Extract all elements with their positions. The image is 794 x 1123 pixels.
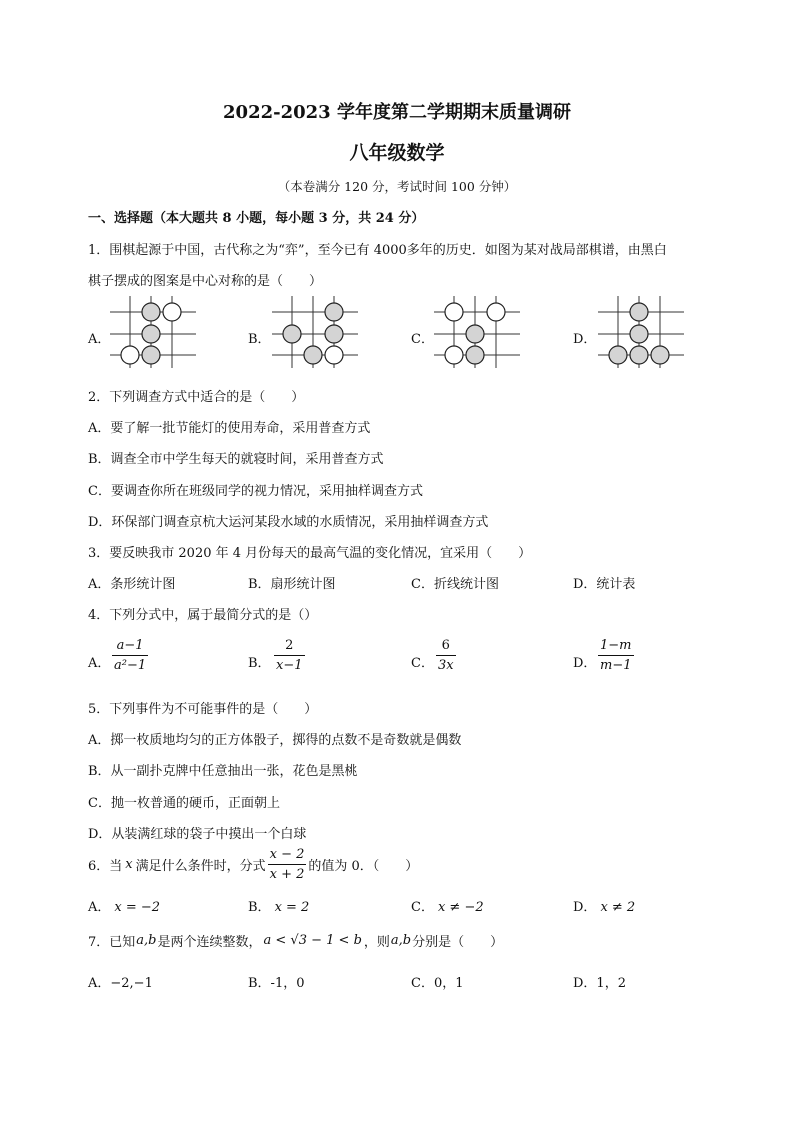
fraction-numerator: 6	[441, 638, 450, 653]
q6-option-c	[411, 896, 484, 915]
fraction-denominator: x−1	[274, 655, 305, 674]
q6-var: x	[125, 857, 133, 872]
q1-stem-line1: 1．围棋起源于中国，古代称之为“弈”，至今已有 4000多年的历史．如图为某对战局部棋谱，由黑白	[88, 243, 667, 258]
q6-fraction	[268, 846, 307, 883]
q6-option-b	[248, 896, 309, 915]
q2-option-a: A．要了解一批节能灯的使用寿命，采用普查方式	[88, 421, 371, 436]
q6-mid: 满足什么条件时，分式	[135, 859, 266, 874]
go-board-b	[272, 296, 358, 368]
q7-post2: 分别是（ ）	[412, 935, 504, 950]
q6-option-c-label: C．	[411, 900, 434, 915]
q4-option-d-label: D．	[573, 656, 597, 671]
stone-black	[283, 325, 301, 343]
q6-option-a	[88, 896, 160, 915]
q6-stem	[88, 846, 418, 883]
fraction-denominator: a²−1	[112, 655, 148, 674]
stone-black	[466, 346, 484, 364]
q5-option-c: C．抛一枚普通的硬币，正面朝上	[88, 796, 280, 811]
stone-black	[325, 325, 343, 343]
q2-option-c: C．要调查你所在班级同学的视力情况，采用抽样调查方式	[88, 484, 423, 499]
fraction-denominator: x + 2	[268, 864, 307, 883]
exam-subtitle: 八年级数学	[349, 142, 445, 164]
q2-option-b: B．调查全市中学生每天的就寝时间，采用普查方式	[88, 452, 384, 467]
q4-option-c-fraction	[436, 637, 456, 674]
q3-option-c: C．折线统计图	[411, 577, 499, 592]
q2-stem: 2．下列调查方式中适合的是（ ）	[88, 390, 305, 405]
section-heading: 一、选择题（本大题共 8 小题，每小题 3 分，共 24 分）	[88, 211, 425, 226]
q3-stem: 3．要反映我市 2020 年 4 月份每天的最高气温的变化情况，宜采用（ ）	[88, 546, 532, 561]
go-board-c	[434, 296, 520, 368]
q6-option-a-expr: x = −2	[114, 900, 161, 915]
q7-vars: a,b	[136, 933, 157, 948]
stone-black	[609, 346, 627, 364]
q7-inequality: a < √3 − 1 < b	[263, 933, 362, 948]
stone-white	[121, 346, 139, 364]
q7-pre: 7．已知	[88, 935, 136, 950]
stone-white	[163, 303, 181, 321]
stone-white	[325, 346, 343, 364]
q1-stem-line2: 棋子摆成的图案是中心对称的是（ ）	[88, 274, 323, 289]
q4-option-a-fraction	[112, 637, 148, 674]
stone-black	[304, 346, 322, 364]
fraction-numerator: a−1	[116, 638, 144, 653]
go-board-a	[110, 296, 196, 368]
fraction-numerator: x − 2	[269, 847, 305, 862]
q7-option-d: D．1，2	[573, 976, 626, 991]
q6-option-d-expr: x ≠ 2	[600, 900, 636, 915]
q5-option-d: D．从装满红球的袋子中摸出一个白球	[88, 827, 307, 842]
q4-option-a-label: A．	[88, 656, 111, 671]
q6-option-d-label: D．	[573, 900, 597, 915]
q7-option-b: B．-1，0	[248, 976, 305, 991]
q7-option-c: C．0，1	[411, 976, 464, 991]
q7-stem	[88, 931, 503, 950]
q5-stem: 5．下列事件为不可能事件的是（ ）	[88, 702, 318, 717]
exam-note: （本卷满分 120 分，考试时间 100 分钟）	[277, 179, 517, 194]
q6-option-b-expr: x = 2	[274, 900, 310, 915]
stone-black	[651, 346, 669, 364]
q1-option-a-label: A．	[88, 332, 111, 347]
q7-vars2: a,b	[390, 933, 412, 948]
q6-post: 的值为 0．（ ）	[308, 859, 419, 874]
q4-stem: 4．下列分式中，属于最简分式的是（）	[88, 608, 318, 623]
q6-option-d	[573, 896, 635, 915]
q4-option-b-fraction	[274, 637, 305, 674]
exam-title: 2022-2023 学年度第二学期期末质量调研	[223, 102, 571, 123]
q1-option-c-label: C．	[411, 332, 434, 347]
stone-black	[142, 346, 160, 364]
q7-option-a: A．−2,−1	[88, 976, 153, 991]
stone-black	[142, 325, 160, 343]
q5-option-b: B．从一副扑克牌中任意抽出一张，花色是黑桃	[88, 764, 358, 779]
go-board-d	[598, 296, 684, 368]
stone-black	[630, 303, 648, 321]
q2-option-d: D．环保部门调查京杭大运河某段水域的水质情况，采用抽样调查方式	[88, 515, 489, 530]
stone-white	[487, 303, 505, 321]
q4-option-b-label: B．	[248, 656, 271, 671]
stone-black	[466, 325, 484, 343]
q6-pre: 6．当	[88, 859, 123, 874]
stone-black	[142, 303, 160, 321]
q1-option-d-label: D．	[573, 332, 597, 347]
q7-post1: ，则	[363, 935, 390, 950]
fraction-numerator: 1−m	[600, 638, 632, 653]
q4-option-c-label: C．	[411, 656, 434, 671]
q6-option-b-label: B．	[248, 900, 271, 915]
fraction-denominator: m−1	[598, 655, 634, 674]
q3-option-b: B．扇形统计图	[248, 577, 336, 592]
fraction-numerator: 2	[285, 638, 294, 653]
fraction-denominator: 3x	[436, 655, 456, 674]
q6-option-a-label: A．	[88, 900, 111, 915]
stone-black	[325, 303, 343, 321]
stone-white	[445, 303, 463, 321]
q5-option-a: A．掷一枚质地均匀的正方体骰子，掷得的点数不是奇数就是偶数	[88, 733, 462, 748]
q1-option-b-label: B．	[248, 332, 271, 347]
q7-mid: 是两个连续整数，	[157, 935, 262, 950]
q3-option-a: A．条形统计图	[88, 577, 176, 592]
stone-black	[630, 346, 648, 364]
q4-option-d-fraction	[598, 637, 634, 674]
stone-black	[630, 325, 648, 343]
q3-option-d: D．统计表	[573, 577, 636, 592]
q6-option-c-expr: x ≠ −2	[437, 900, 484, 915]
stone-white	[445, 346, 463, 364]
